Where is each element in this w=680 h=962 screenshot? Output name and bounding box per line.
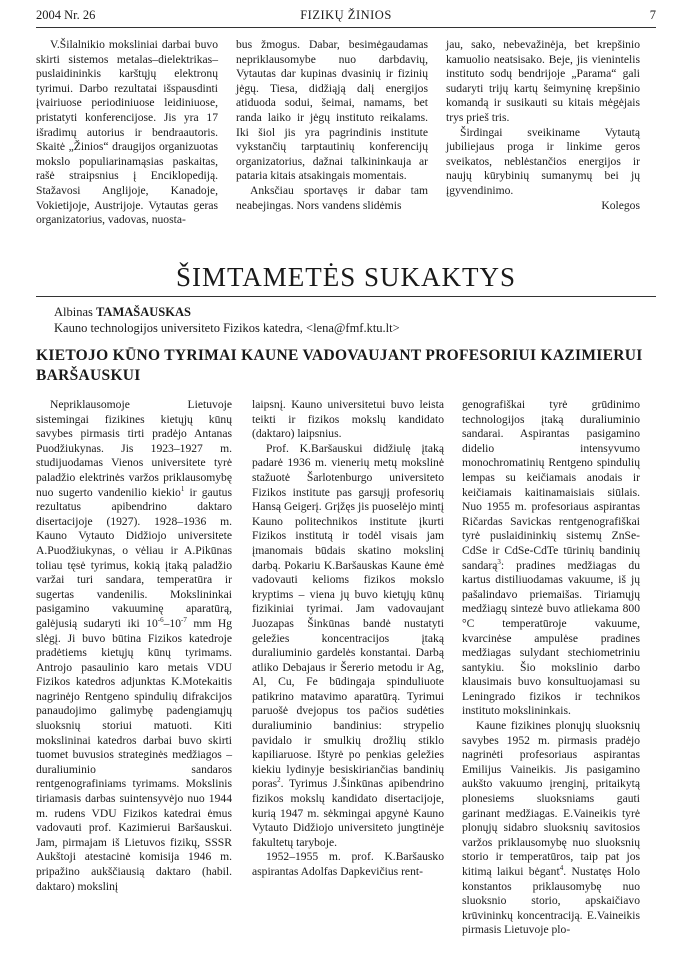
article-column-2 — [252, 398, 444, 880]
text-run: Prof. K.Baršauskui didžiulę įtaką padarė 1936 m. vienerių metų mokslinė stažuotė Šarlotenburgo universiteto Fizikos institute pas garsųjį profesorių Hansą Geigerį. Grįžęs jis puoselėjo mintį Kauno politechnikos institute įkurti Fizikos institutą ir todėl visais jam įmanomais būdais skatino mokslinį darbą. Pokariu K.Baršauskas Kaune ėmė vadovauti kelioms fizikos mokslo kryptims – viena jų buvo kietųjų kūnų fizikiniai tyrimai. Jam vadovaujant Juozapas Šinkūnas bandė nustatyti geležies koncentracijos įtaką duraliuminio gardelės konstantai. Darbą atliko Debajaus ir Šererio metodu ir Ag, Al, Cu, Fe būdingaja spinduliuote patikrino matavimo aparatūrą. Tyrimui paruošė dvejopus tos pačios sudėties duraliuminio bandinius: strypelio pavidalo ir smulkių drožlių stiklo kapiliaruose. Ištyrė po penkias geležies kiekiu lydinyje besiskiriančias bandinių poras — [252, 441, 444, 791]
text-run: Kaune fizikines plonųjų sluoksnių savybes 1952 m. pirmasis pradėjo nagrinėti profesoriaus aspirantas Emilijus Vaineikis. Jis pasigamino aukšto vakuumo įrenginį, pritaikytą plonesiems sluoksniams gauti garinant medžiagas. E.Vaineikis tyrė plonųjų sidabro sluoksnių savitosios varžos priklausomybę nuo sluoksnių storio ir temperatūros, taip pat jos kitimą laikui bėgant — [462, 719, 640, 878]
exponent: -6 — [157, 616, 164, 625]
paragraph: bus žmogus. Dabar, besimėgaudamas nepriklausomybe nuo darbdavių, Vytautas dar kupinas dvasinių ir fizinių jėgų. Tiesa, didžiąją dalį energijos atiduoda sodui, šeimai, namams, bet randa laiko ir jėgų instituto reikalams. Iki šiol jis yra pagrindinis institute vykstančių tarptautinių konferencijų organizatorius, dažnai talkininkauja ar pataria kitais atsakingais momentais. — [236, 38, 428, 183]
exponent: -7 — [181, 616, 187, 625]
footnote-ref: 1 — [180, 484, 185, 493]
article-column-3 — [462, 398, 640, 938]
text-run: Nepriklausomoje Lietuvoje sistemingai fizikines kietųjų kūnų savybes pirmasis tirti pradėjo Antanas Puodžiukynas. Jis 1923–1927 m. studijuodamas Vienos universitete tyrė paladžio elektrinės varžos priklausomybę nuo sugerto vandenilio kiekio — [36, 398, 232, 499]
text-run: ir gautus rezultatus apibendrino daktaro disertacijoje (1927). 1928–1936 m. Kauno Vytauto Didžiojo universitete A.Puodžiukynas, o vėliau ir A.Pikūnas toliau tęsė tyrimus, kokią įtaką paladžio varžai turi sandara, temperatūra ir sugertas vandenilis. Mokslininkai pasigamino vakuuminę aparatūrą, galėjusią sudaryti iki 10 — [36, 485, 232, 630]
top-column-2 — [236, 38, 428, 213]
text-run: –10 — [163, 616, 182, 630]
article-column-1 — [36, 398, 232, 894]
page-number: 7 — [649, 8, 656, 22]
author-last-name: TAMAŠAUSKAS — [96, 305, 191, 319]
author-block — [54, 304, 400, 336]
paragraph: Širdingai sveikiname Vytautą jubiliejaus proga ir linkime geros sveikatos, neblėstančios energijos ir naujų kūrybinių sumanymų bei jų įgyvendinimo. — [446, 125, 640, 197]
issue-number: 2004 Nr. 26 — [36, 8, 96, 22]
text-run: mm Hg slėgį. Ji buvo būtina Fizikos katedroje pradėtiems kietųjų kūnų tyrimams. Antrojo pasaulinio karo metais VDU Fizikos katedros adjunktas K.Motekaitis nagrinėjo Rentgeno spindulių difrakcijos panaudojimo galimybę padengiamųjų sluoksnių storiui matuoti. Kiti mokslininai katedros darbai buvo skirti tuomet buvusios strateginės medžiagos – duraliuminio sandaros rentgenografiniams tyrimams. Mokslinis tiriamasis darbas suintensyvėjo nuo 1944 m. rudens VDU Fizikos katedrai ėmus vadovauti prof. Kazimierui Baršauskui. Jam, pirmajam iš Lietuvos fizikų, SSSR Aukštoji atestacinė komisija 1946 m. pripažino aukščiausią daktaro (habil. daktaro) mokslinį — [36, 616, 232, 893]
paragraph: Anksčiau sportavęs ir dabar tam neabejingas. Nors vandens slidėmis — [236, 183, 428, 212]
paragraph — [462, 398, 640, 719]
journal-name: FIZIKŲ ŽINIOS — [300, 8, 392, 22]
top-column-3 — [446, 38, 640, 213]
top-column-1 — [36, 38, 218, 228]
header-rule — [36, 27, 656, 28]
text-run: : pradines medžiagas du kartus distiliuodamas vakuume, iš jų pašalindavo priemaišas. Tiriamųjų medžiagų sintezė buvo atliekama 800 °C temperatūroje vakuume, kvarcinėse ampulėse pradines medžiagas sulydant stechiometriniu santykiu. Šio mokslinio darbo klausimais buvo konsultuojamasi su Leningrado fizikos ir technikos instituto mokslininkais. — [462, 558, 640, 718]
text-run: . Nustatęs Holo konstantos priklausomybę nuo sluoksnio storio, apskaičiavo krūvininkų koncentraciją. E.Vaineikis pirmasis Lietuvoje plo- — [462, 865, 641, 937]
signoff: Kolegos — [601, 198, 640, 212]
section-title: ŠIMTAMETĖS SUKAKTYS — [175, 262, 517, 292]
paragraph — [252, 442, 444, 851]
page-header — [36, 8, 656, 26]
paragraph: laipsnį. Kauno universitetui buvo leista teikti ir fizikos mokslų kandidato (daktaro) laipsnius. — [252, 398, 444, 441]
text-run: . Tyrimus J.Šinkūnas apibendrino fizikos mokslų kandidato disertacijoje, kurią 1947 m. sėkmingai apgynė Kauno Vytauto Didžiojo universiteto jungtinėje fakultetų taryboje. — [252, 777, 444, 849]
footnote-ref: 2 — [277, 776, 281, 785]
footnote-ref: 3 — [497, 557, 501, 566]
paragraph — [462, 719, 640, 938]
author-affiliation: Kauno technologijos universiteto Fizikos katedra, <lena@fmf.ktu.lt> — [54, 321, 400, 335]
paragraph: V.Šilalnikio moksliniai darbai buvo skirti sistemos metalas–dielektrikas–puslaidininkis karštųjų elektronų tyrimui. Darbo rezultatai išspausdinti įvairiuose periodiniuose leidiniuose, pristatyti konferencijose. Jis yra 17 išradimų autorius ir bendraautoris. Skaitė „Žinios“ draugijos organizuotas mokslo populiarinamąsias paskaitas, rašė straipsnius į Enciklopediją. Stažavosi Anglijoje, Kanadoje, Vokietijoje, Austrijoje. Vytautas geras organizatorius, vadovas, nuosta- — [36, 38, 218, 227]
text-run: genografiškai tyrė grūdinimo technologijos įtaką duraliuminio sandarai. Aspirantas pasigamino didelio intensyvumo monochromatinių Rentgeno spindulių lempas su keičiamais anodais ir keičiamais kaitinamaisiais siūlais. Nuo 1955 m. profesoriaus aspirantas Ričardas Savickas rentgenografiškai tyrė puslaidininkių sistemų ZnSe-CdSe ir CdSe-CdTe tūrinių bandinių sandarą — [462, 398, 640, 572]
paragraph: 1952–1955 m. prof. K.Baršausko aspirantas Adolfas Dapkevičius rent- — [252, 850, 444, 878]
author-first-name: Albinas — [54, 305, 93, 319]
article-title: KIETOJO KŪNO TYRIMAI KAUNE VADOVAUJANT PROFESORIUI KAZIMIERUI BARŠAUSKUI — [36, 347, 643, 384]
paragraph — [36, 398, 232, 894]
section-rule — [36, 296, 656, 297]
footnote-ref: 4 — [559, 864, 564, 873]
paragraph: jau, sako, nebevažinėja, bet krepšinio kamuolio neatsisako. Beje, jis vienintelis instituto sodų bendrijoje „Parama“ gali sudaryti trijų kartų šeimyninę krepšinio komandą ir susikauti su kitais mėgėjais trys prieš tris. — [446, 38, 640, 124]
